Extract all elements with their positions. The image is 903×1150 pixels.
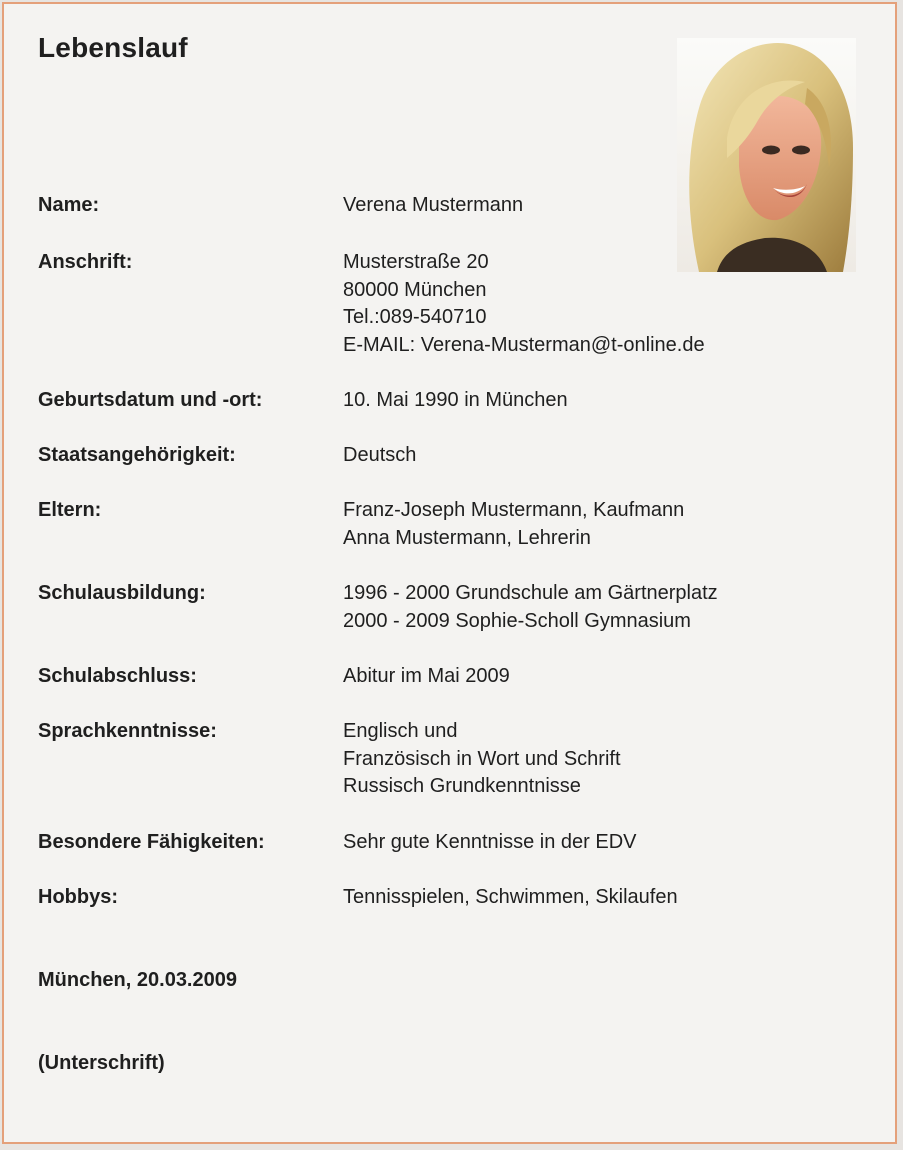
value-line: Anna Mustermann, Lehrerin [343,526,591,549]
value-line: Französisch in Wort und Schrift [343,747,621,770]
place-date: München, 20.03.2009 [38,969,237,991]
row-value [343,580,718,635]
value-line: Tel.:089-540710 [343,306,487,328]
value-line: 80000 München [343,278,487,301]
row-label: Schulausbildung: [38,582,206,604]
value-line: Russisch Grundkenntnisse [343,775,581,797]
row-label: Anschrift: [38,251,133,273]
page-title: Lebenslauf [38,32,188,63]
value-line: 10. Mai 1990 in München [343,389,568,411]
row-label: Sprachkenntnisse: [38,720,217,742]
profile-photo [677,38,856,272]
row-value [343,192,523,220]
value-line: 2000 - 2009 Sophie-Scholl Gymnasium [343,609,691,632]
row-label: Eltern: [38,499,102,521]
value-line: Tennisspielen, Schwimmen, Skilaufen [343,886,678,908]
row-label: Geburtsdatum und -ort: [38,389,263,411]
row-label: Hobbys: [38,886,118,908]
value-line: 1996 - 2000 Grundschule am Gärtnerplatz [343,582,718,604]
row-value [343,884,678,912]
value-line: Deutsch [343,444,417,466]
value-line: Abitur im Mai 2009 [343,665,510,687]
row-value [343,497,684,552]
row-value [343,663,510,691]
value-line: Verena Mustermann [343,194,524,216]
value-line: Franz-Joseph Mustermann, Kaufmann [343,499,685,521]
row-value [343,387,568,415]
value-line: Englisch und [343,720,458,742]
row-value [343,829,637,857]
value-line: Musterstraße 20 [343,251,489,273]
value-line: E-MAIL: Verena-Musterman@t-online.de [343,333,705,356]
row-label: Name: [38,194,100,216]
signature-placeholder: (Unterschrift) [38,1052,165,1074]
value-line: Sehr gute Kenntnisse in der EDV [343,831,637,853]
row-label: Staatsangehörigkeit: [38,444,236,466]
row-value [343,249,705,359]
row-label: Besondere Fähigkeiten: [38,831,265,853]
row-label: Schulabschluss: [38,665,197,687]
cv-page [2,2,897,1144]
row-value [343,442,416,470]
row-value [343,718,621,801]
